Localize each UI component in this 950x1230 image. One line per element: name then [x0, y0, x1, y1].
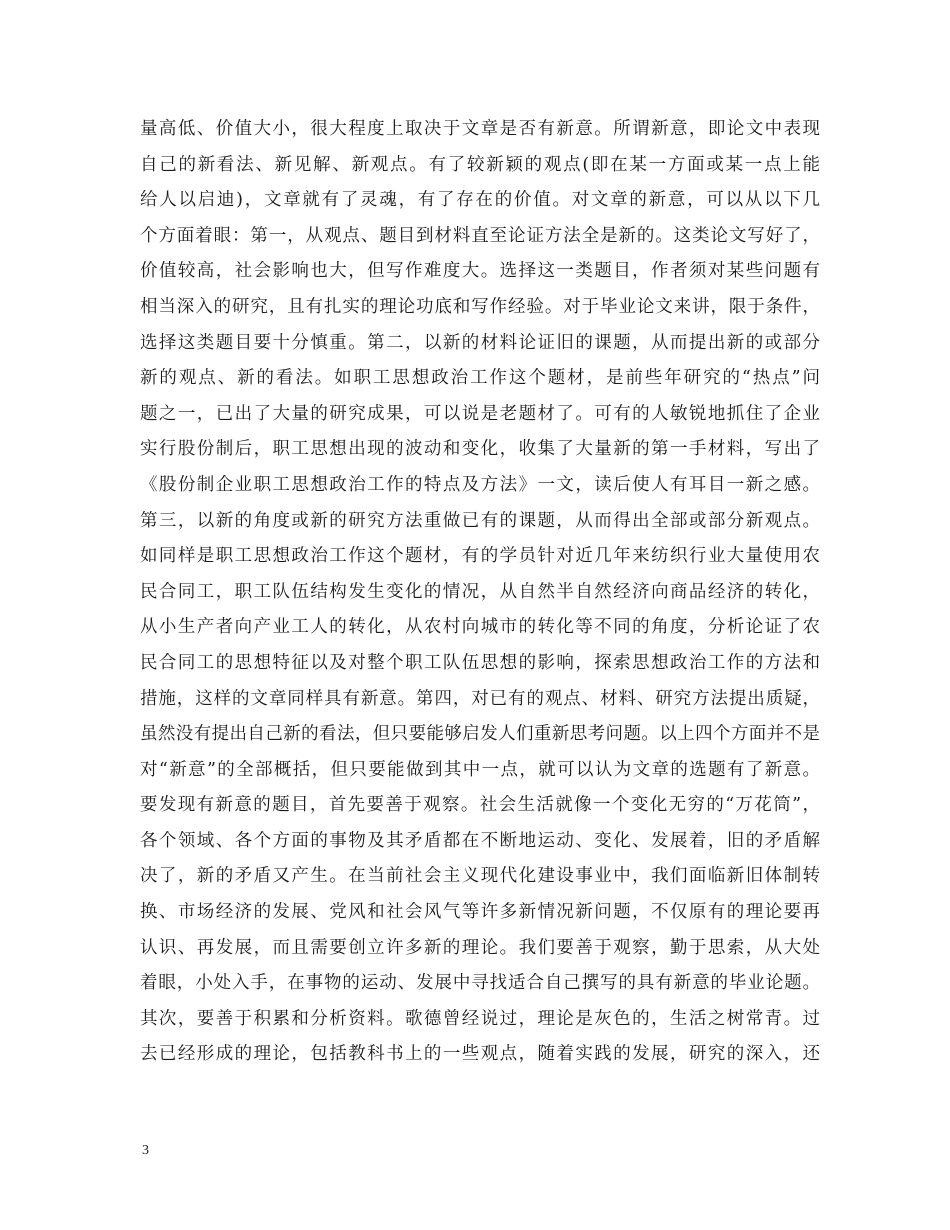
text-line: 对“新意”的全部概括，但只要能做到其中一点，就可以认为文章的选题有了新意。: [140, 759, 820, 780]
page-number: 3: [142, 1143, 149, 1158]
text-line: 民合同工的思想特征以及对整个职工队伍思想的影响，探索思想政治工作的方法和: [140, 652, 820, 673]
text-line: 决了，新的矛盾又产生。在当前社会主义现代化建设事业中，我们面临新旧体制转: [140, 866, 820, 887]
text-line: 各个领域、各个方面的事物及其矛盾都在不断地运动、变化、发展着，旧的矛盾解: [140, 830, 820, 851]
text-line: 给人以启迪)，文章就有了灵魂，有了存在的价值。对文章的新意，可以从以下几: [140, 190, 820, 211]
text-line: 措施，这样的文章同样具有新意。第四，对已有的观点、材料、研究方法提出质疑，: [140, 688, 820, 709]
text-line: 价值较高，社会影响也大，但写作难度大。选择这一类题目，作者须对某些问题有: [140, 261, 820, 282]
text-line: 其次，要善于积累和分析资料。歌德曾经说过，理论是灰色的，生活之树常青。过: [140, 1008, 820, 1029]
text-line: 着眼，小处入手，在事物的运动、发展中寻找适合自己撰写的具有新意的毕业论题。: [140, 973, 820, 994]
text-line: 实行股份制后，职工思想出现的波动和变化，收集了大量新的第一手材料，写出了: [140, 439, 820, 460]
text-line: 要发现有新意的题目，首先要善于观察。社会生活就像一个变化无穷的“万花筒”，: [140, 795, 820, 816]
text-line: 选择这类题目要十分慎重。第二，以新的材料论证旧的课题，从而提出新的或部分: [140, 332, 820, 353]
text-line: 虽然没有提出自己新的看法，但只要能够启发人们重新思考问题。以上四个方面并不是: [140, 724, 820, 745]
text-line: 民合同工，职工队伍结构发生变化的情况，从自然半自然经济向商品经济的转化，: [140, 581, 820, 602]
text-line: 量高低、价值大小，很大程度上取决于文章是否有新意。所谓新意，即论文中表现: [140, 119, 820, 139]
text-line: 相当深入的研究，且有扎实的理论功底和写作经验。对于毕业论文来讲，限于条件，: [140, 296, 820, 317]
text-line: 如同样是职工思想政治工作这个题材，有的学员针对近几年来纺织行业大量使用农: [140, 546, 820, 567]
text-line: 新的观点、新的看法。如职工思想政治工作这个题材，是前些年研究的“热点”问: [140, 368, 820, 389]
text-line: 去已经形成的理论，包括教科书上的一些观点，随着实践的发展，研究的深入，还: [140, 1044, 820, 1065]
text-line: 换、市场经济的发展、党风和社会风气等许多新情况新问题，不仅原有的理论要再: [140, 902, 820, 923]
text-line: 自己的新看法、新见解、新观点。有了较新颖的观点(即在某一方面或某一点上能: [140, 154, 820, 175]
text-line: 认识、再发展，而且需要创立许多新的理论。我们要善于观察，勤于思索，从大处: [140, 937, 820, 958]
text-line: 个方面着眼：第一，从观点、题目到材料直至论证方法全是新的。这类论文写好了，: [140, 225, 820, 246]
text-line: 题之一，已出了大量的研究成果，可以说是老题材了。可有的人敏锐地抓住了企业: [140, 403, 820, 424]
text-line: 第三，以新的角度或新的研究方法重做已有的课题，从而得出全部或部分新观点。: [140, 510, 820, 531]
text-line: 从小生产者向产业工人的转化，从农村向城市的转化等不同的角度，分析论证了农: [140, 617, 820, 638]
text-line: 《股份制企业职工思想政治工作的特点及方法》一文，读后使人有耳目一新之感。: [140, 474, 820, 495]
body-text: [140, 112, 820, 1073]
